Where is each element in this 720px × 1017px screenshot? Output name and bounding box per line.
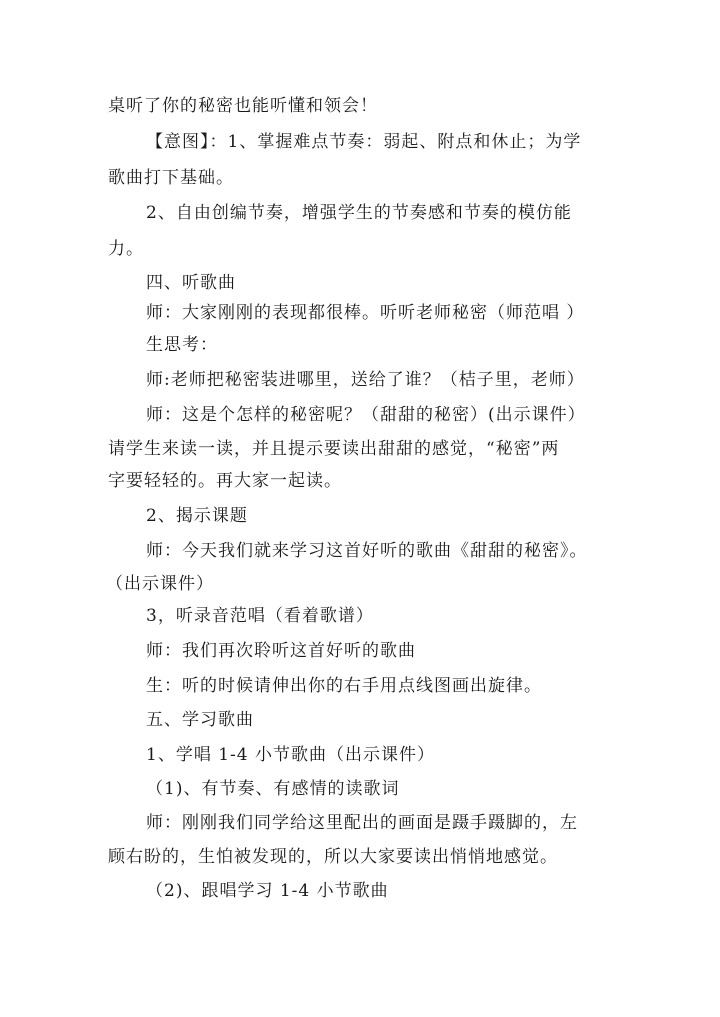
text-line-1: 桌听了你的秘密也能听懂和领会！ xyxy=(108,96,378,116)
text-line-3: 歌曲打下基础。 xyxy=(108,168,234,188)
text-line-15: （出示课件） xyxy=(106,574,214,594)
text-line-16: 3，听录音范唱（看着歌谱） xyxy=(146,606,374,626)
text-line-4: 2、自由创编节奏，增强学生的节奏感和节奏的模仿能 xyxy=(146,203,572,223)
text-line-17: 师：我们再次聆听这首好听的歌曲 xyxy=(146,641,416,661)
text-line-24: （2)、跟唱学习 1-4 小节歌曲 xyxy=(146,881,389,901)
text-line-12: 字要轻轻的。再大家一起读。 xyxy=(108,471,342,491)
text-line-10: 师：这是个怎样的秘密呢？（甜甜的秘密）(出示课件） xyxy=(146,405,586,425)
text-line-6: 四、听歌曲 xyxy=(146,273,236,293)
text-line-22: 师：刚刚我们同学给这里配出的画面是蹑手蹑脚的，左 xyxy=(146,813,578,833)
text-line-21: （1)、有节奏、有感情的读歌词 xyxy=(146,779,400,799)
text-line-7: 师：大家刚刚的表现都很棒。听听老师秘密（师范唱 ） xyxy=(146,303,585,323)
text-line-5: 力。 xyxy=(108,239,144,259)
text-line-19: 五、学习歌曲 xyxy=(146,710,254,730)
text-line-23: 顾右盼的，生怕被发现的，所以大家要读出悄悄地感觉。 xyxy=(108,847,558,867)
text-line-8: 生思考： xyxy=(146,335,218,355)
text-line-14: 师：今天我们就来学习这首好听的歌曲《甜甜的秘密》。 xyxy=(146,541,588,561)
text-line-18: 生：听的时候请伸出你的右手用点线图画出旋律。 xyxy=(146,676,542,696)
text-line-9: 师:老师把秘密装进哪里，送给了谁？（桔子里，老师） xyxy=(146,370,585,390)
text-line-20: 1、学唱 1-4 小节歌曲（出示课件） xyxy=(146,745,435,765)
text-line-13: 2、揭示课题 xyxy=(146,506,248,526)
text-line-2: 【意图】：1、掌握难点节奏：弱起、附点和休止；为学 xyxy=(146,132,582,152)
text-line-11: 请学生来读一读，并且提示要读出甜甜的感觉，“秘密”两 xyxy=(108,439,560,459)
